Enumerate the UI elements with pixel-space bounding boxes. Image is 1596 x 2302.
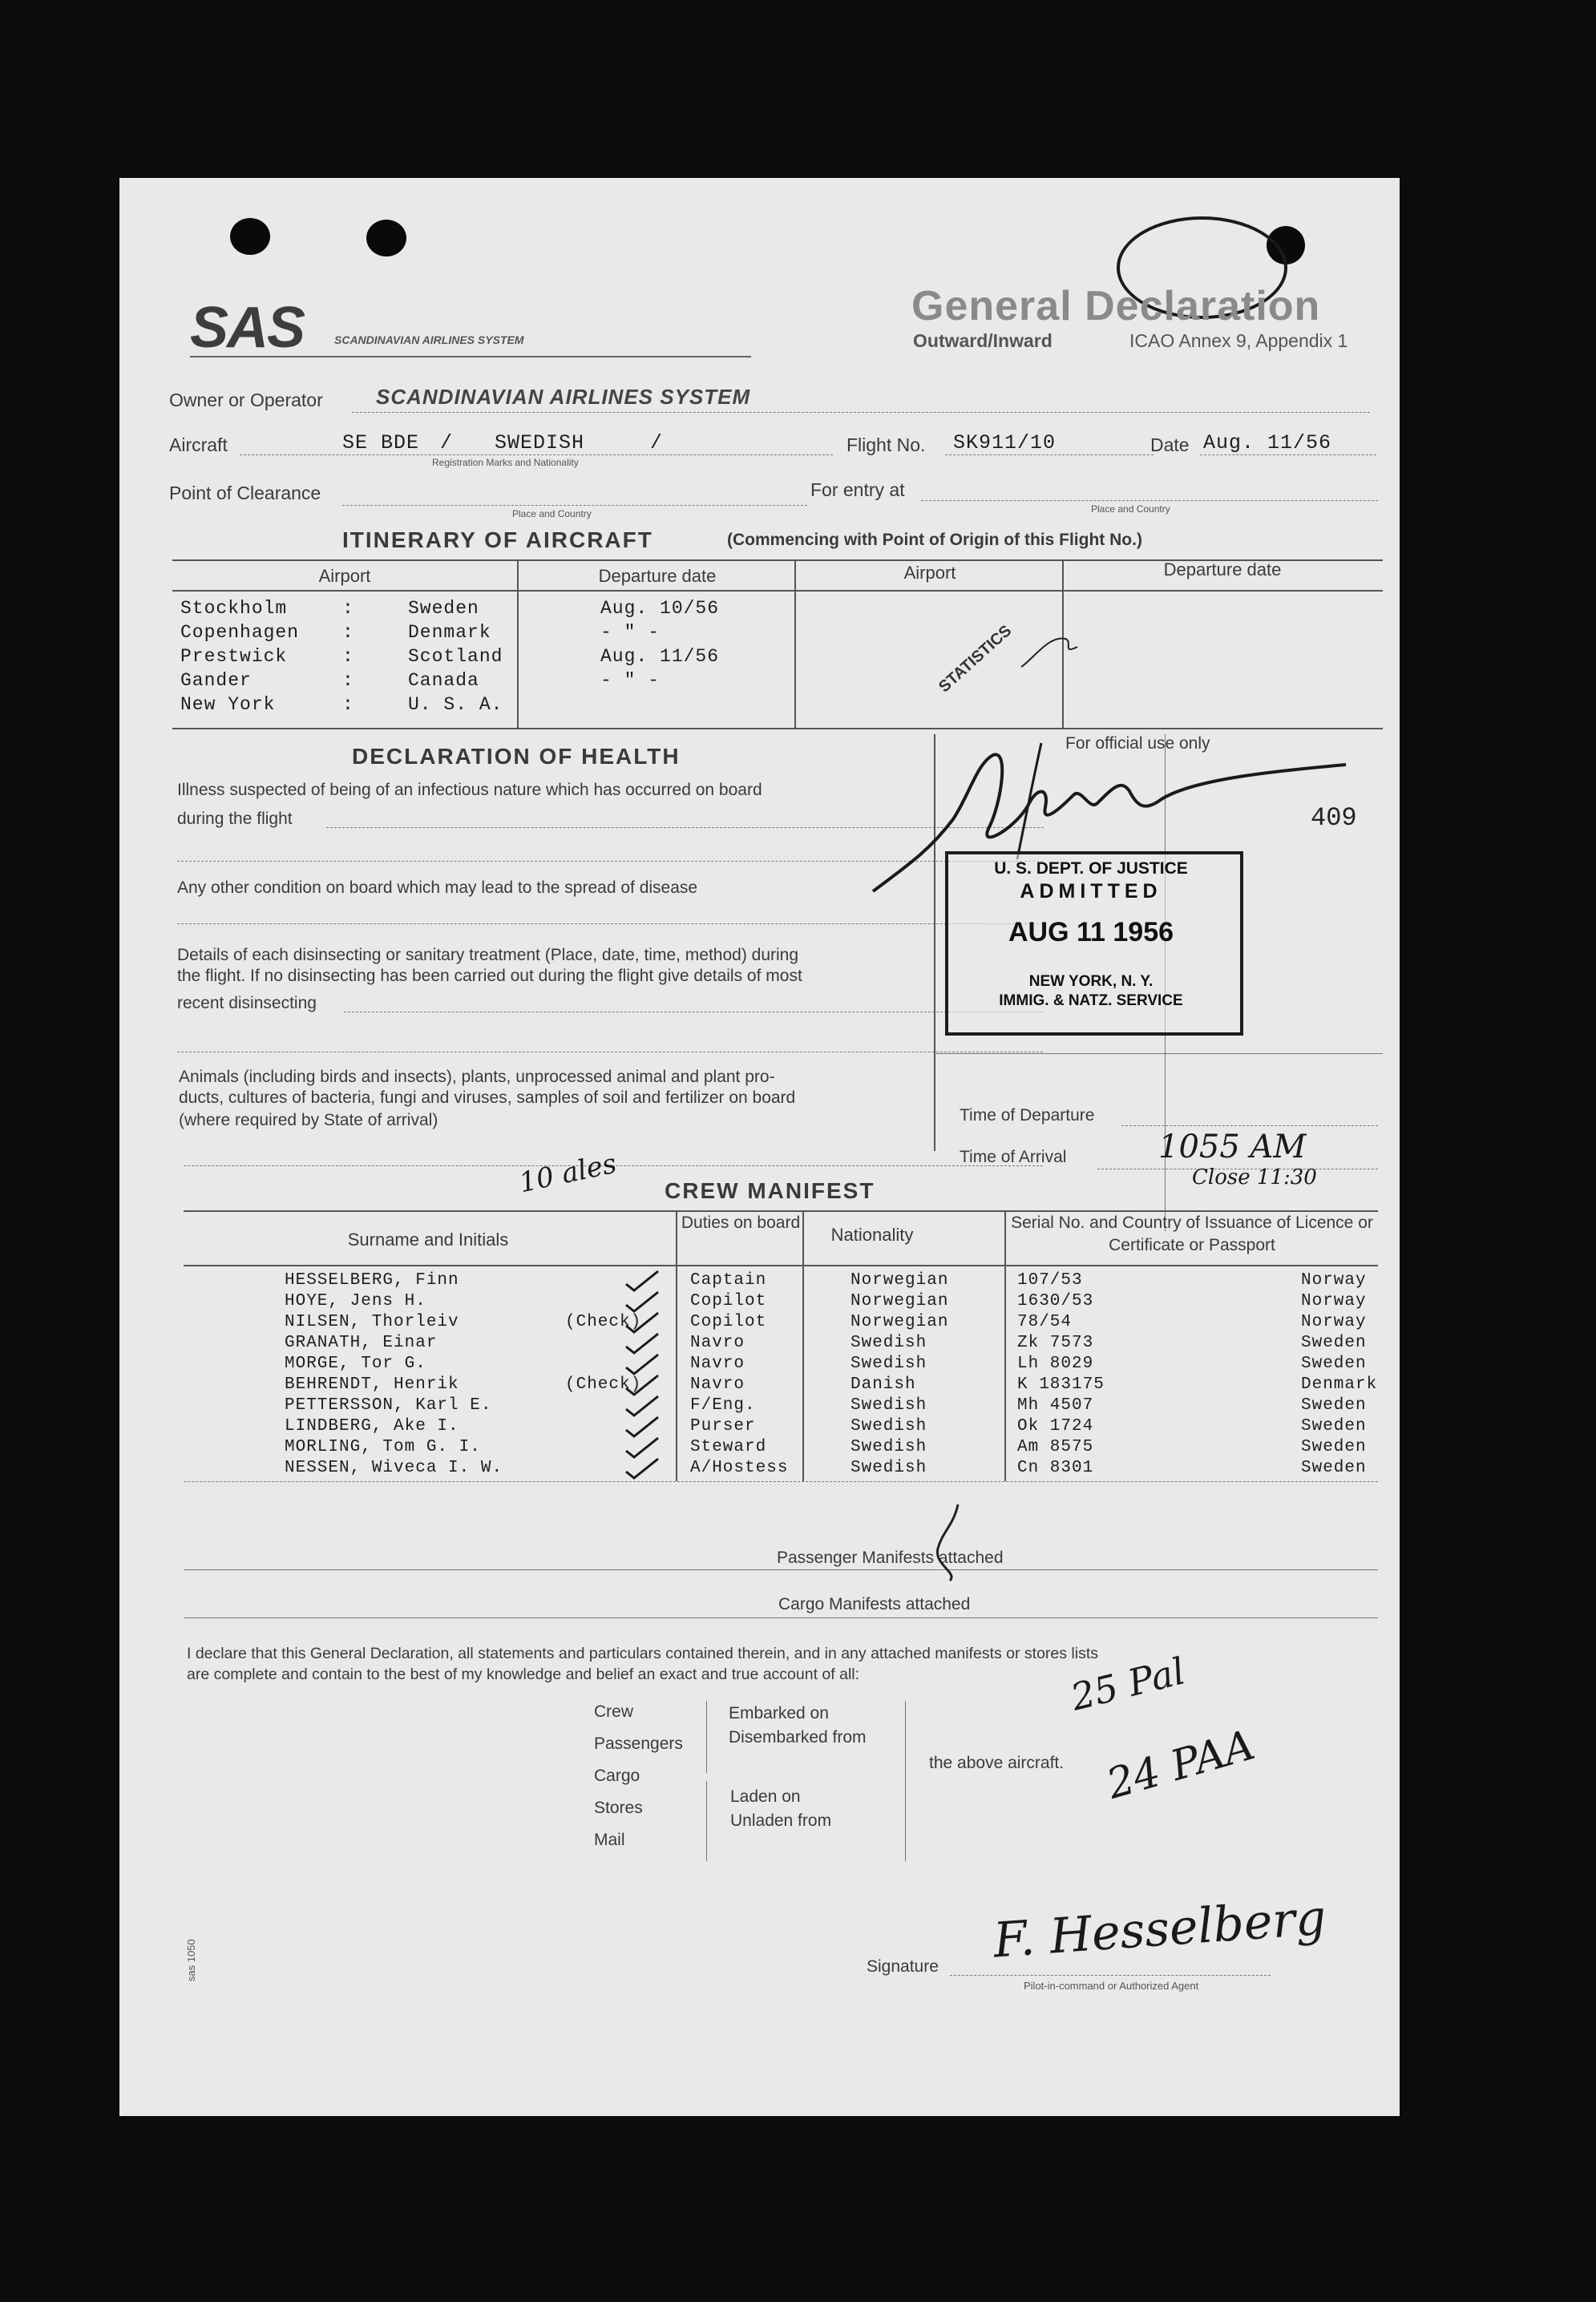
crew-serial: Lh 8029	[1017, 1355, 1094, 1373]
crew-nationality: Norwegian	[851, 1271, 949, 1290]
crew-serial: 78/54	[1017, 1313, 1073, 1331]
place-caption: Place and Country	[512, 508, 592, 519]
declaration-item: Stores	[594, 1799, 643, 1817]
clearance-label: Point of Clearance	[169, 483, 321, 503]
crew-duty: Steward	[690, 1438, 767, 1456]
flight-label: Flight No.	[846, 434, 926, 455]
crew-serial: 1630/53	[1017, 1292, 1094, 1311]
itinerary-sep: :	[342, 598, 354, 619]
crew-duty: Copilot	[690, 1292, 767, 1311]
itinerary-sep: :	[342, 670, 354, 691]
crew-nationality: Swedish	[851, 1355, 927, 1373]
crew-serial: Cn 8301	[1017, 1459, 1094, 1477]
crew-name: LINDBERG, Ake I.	[285, 1417, 459, 1436]
health-q1-line2: during the flight	[177, 810, 293, 828]
unladen-label: Unladen from	[730, 1811, 832, 1830]
itinerary-city: Stockholm	[180, 598, 288, 619]
itinerary-date: Aug. 11/56	[600, 646, 720, 667]
entry-label: For entry at	[810, 479, 905, 500]
slash1: /	[440, 431, 454, 454]
itinerary-country: Sweden	[408, 598, 479, 619]
itinerary-city: Copenhagen	[180, 622, 300, 643]
crew-name: NILSEN, Thorleiv	[285, 1313, 459, 1331]
crew-country: Sweden	[1301, 1396, 1367, 1415]
declaration-line1: I declare that this General Declaration, all statements and particulars contained therein, and in any attached manifests or stores lists	[187, 1645, 1099, 1662]
itinerary-date: - " -	[600, 622, 661, 643]
crew-country: Sweden	[1301, 1417, 1367, 1436]
crew-nationality: Danish	[851, 1375, 916, 1394]
health-q4-line2: ducts, cultures of bacteria, fungi and viruses, samples of soil and fertilizer on board	[179, 1088, 796, 1107]
crew-serial: K 183175	[1017, 1375, 1105, 1394]
itinerary-city: Prestwick	[180, 646, 288, 667]
form-subtitle: Outward/Inward	[913, 330, 1053, 351]
registration-caption: Registration Marks and Nationality	[432, 457, 579, 468]
crew-duty: Purser	[690, 1417, 756, 1436]
crew-title: CREW MANIFEST	[665, 1178, 875, 1203]
crew-serial: 107/53	[1017, 1271, 1083, 1290]
punch-hole-left	[230, 218, 270, 255]
stamp-dept: U. S. DEPT. OF JUSTICE	[994, 859, 1188, 878]
stamp-date: AUG 11 1956	[1008, 917, 1174, 947]
col-surname: Surname and Initials	[347, 1230, 509, 1250]
crew-nationality: Swedish	[851, 1396, 927, 1415]
crew-serial: Mh 4507	[1017, 1396, 1094, 1415]
col-duties: Duties on board	[681, 1214, 801, 1232]
crew-nationality: Swedish	[851, 1334, 927, 1352]
itinerary-sep: :	[342, 622, 354, 643]
crew-country: Sweden	[1301, 1355, 1367, 1373]
disembarked-label: Disembarked from	[729, 1728, 867, 1747]
itinerary-sep: :	[342, 694, 354, 715]
itinerary-country: U. S. A.	[408, 694, 503, 715]
crew-country: Norway	[1301, 1271, 1367, 1290]
cargo-manifest: Cargo Manifests attached	[778, 1595, 971, 1613]
above-aircraft: the above aircraft.	[929, 1754, 1065, 1772]
crew-duty: A/Hostess	[690, 1459, 789, 1477]
crew-duty: Navro	[690, 1375, 745, 1394]
owner-value: SCANDINAVIAN AIRLINES SYSTEM	[376, 385, 751, 409]
form-title: General Declaration	[911, 283, 1321, 329]
itinerary-city: New York	[180, 694, 276, 715]
form-number: sas 1050	[185, 1939, 197, 1981]
aircraft-registration: SE BDE	[342, 431, 420, 454]
health-q4-line3: (where required by State of arrival)	[179, 1111, 438, 1129]
crew-nationality: Swedish	[851, 1459, 927, 1477]
stamp-service: IMMIG. & NATZ. SERVICE	[999, 992, 1183, 1009]
stamp-admitted: ADMITTED	[1020, 880, 1162, 903]
signature-label: Signature	[867, 1957, 939, 1976]
sas-logo: SAS	[190, 296, 305, 360]
sas-logo-subtitle: SCANDINAVIAN AIRLINES SYSTEM	[334, 333, 524, 346]
close-note: Close 11:30	[1192, 1165, 1317, 1189]
flight-number: SK911/10	[953, 431, 1057, 454]
crew-hand-count: 10 ales	[516, 1147, 620, 1200]
health-q3-line1: Details of each disinsecting or sanitary treatment (Place, date, time, method) during	[177, 946, 799, 964]
health-q2: Any other condition on board which may lead to the spread of disease	[177, 878, 698, 897]
crew-country: Denmark	[1301, 1375, 1378, 1394]
declaration-item: Cargo	[594, 1767, 640, 1785]
crew-name: HOYE, Jens H.	[285, 1292, 426, 1311]
passenger-manifest: Passenger Manifests attached	[777, 1549, 1004, 1567]
crew-nationality: Swedish	[851, 1438, 927, 1456]
crew-name: NESSEN, Wiveca I. W.	[285, 1459, 503, 1477]
crew-nationality: Norwegian	[851, 1292, 949, 1311]
crew-country: Norway	[1301, 1292, 1367, 1311]
itinerary-note: (Commencing with Point of Origin of this Flight No.)	[727, 531, 1142, 549]
health-title: DECLARATION OF HEALTH	[352, 744, 681, 769]
crew-duty: Navro	[690, 1334, 745, 1352]
itinerary-country: Canada	[408, 670, 479, 691]
crew-duty: Captain	[690, 1271, 767, 1290]
col-airport: Airport	[318, 566, 371, 586]
place-caption-2: Place and Country	[1091, 503, 1170, 515]
crew-duty: F/Eng.	[690, 1396, 756, 1415]
date-label: Date	[1150, 434, 1190, 455]
embarked-label: Embarked on	[729, 1704, 829, 1722]
crew-duty: Copilot	[690, 1313, 767, 1331]
declaration-item: Passengers	[594, 1735, 683, 1753]
itinerary-city: Gander	[180, 670, 252, 691]
hand-note-1: 25 Pal	[1066, 1649, 1190, 1719]
col-departure: Departure date	[598, 566, 717, 586]
col-nationality: Nationality	[830, 1225, 914, 1245]
crew-check: (Check)	[565, 1375, 642, 1394]
crew-country: Norway	[1301, 1313, 1367, 1331]
crew-serial: Am 8575	[1017, 1438, 1094, 1456]
col-serial: Serial No. and Country of Issuance of Licence or Certificate or Passport	[1011, 1214, 1373, 1254]
crew-check: (Check)	[565, 1313, 642, 1331]
crew-nationality: Swedish	[851, 1417, 927, 1436]
crew-name: MORLING, Tom G. I.	[285, 1438, 481, 1456]
punch-hole-right	[366, 220, 406, 256]
icao-annex: ICAO Annex 9, Appendix 1	[1129, 330, 1348, 351]
crew-serial: Ok 1724	[1017, 1417, 1094, 1436]
crew-name: HESSELBERG, Finn	[285, 1271, 459, 1290]
manifest-scribble	[926, 1500, 974, 1589]
crew-name: BEHRENDT, Henrik	[285, 1375, 459, 1394]
time-arrival-value: 1055 AM	[1158, 1129, 1307, 1165]
declaration-item: Mail	[594, 1831, 625, 1849]
declaration-form: SAS SCANDINAVIAN AIRLINES SYSTEM General Declaration Outward/Inward ICAO Annex 9, Appendix 1 Owner or Operator SCANDINAVIAN AIRLINES SYSTEM Aircraft SE BDE / SWEDISH / Registration Marks and Nationality Flight No. SK911/10 Date Aug. 11/56 Point of Clearance Place and Country For entry at Place and Country ITINERARY OF AIRCRAFT (Commencing with Point of Origin of this Flight No.) Airport Departure date Airport Departure date Stockholm : Sweden Aug. 10/56 Copenhagen : Denmark - " - Prestwick : Scotland Aug. 11/56 Gander : Canada - " - New York : U. S. A. STATISTICS DECLARATION OF HEALTH Illness suspected of being of an infectious nature which has occurred on board during the flight Any other condition on board which may lead to the spread of disease Details of each disinsecting or sanitary treatment (Place, date, time, method) during the flight. If no disinsecting has been carried out during the flight give details of most recent disinsecting Animals (including birds and insects), plants, unprocessed animal and plant pro- ducts, cultures of bacteria, fungi and viruses, samples of soil and fertilizer on board (where required by State of arrival) For official use only 409 U. S. DEPT. OF JUSTICE ADMITTED AUG 11 1956 NEW YORK, N. Y. IMMIG. & NATZ. SERVICE Time of Departure Time of Arrival 1055 AM Close 11:30 10 ales CREW MANIFEST Surname and Initials Duties on board Nationality Serial No. and Country of Issuance of Licence or Certificate or Passport HESSELBERG, Finn Captain Norwegian 107/53 Norway HOYE, Jens H. Copilot Norwegian 1630/53 Norway NILSEN, Thorleiv (Check) Copilot Norwegian 78/54 Norway GRANATH, Einar Navro Swedish Zk 7573 Sweden MORGE, Tor G. Navro Swedish Lh 8029 Sweden BEHRENDT, Henrik (Check) Navro Danish K 183175 Denmark PETTERSSON, Karl E. F/Eng. Swedish Mh 4507 Sweden LINDBERG, Ake I. Purser Swedish Ok 1724 Sweden MORLING, Tom G. I. Steward Swedish Am 8575 Sweden NESSEN, Wiveca I. W. A/Hostess Swedish Cn 8301 Sweden Passenger Manifests attached Cargo Manifests attached I declare that this General Declaration, all statements and particulars contained therein, and in any attached manifests or stores lists are complete and contain to the best of my knowledge and belief an exact and true account of all: Crew Passengers Cargo Stores Mail Embarked on Disembarked from Laden on Unladen from the above aircraft. 25 Pal 24 PAA Signature Pilot-in-command or Authorized Agent F. Hesselberg sas 1050	[119, 178, 1400, 2116]
health-q3-line3: recent disinsecting	[177, 994, 317, 1012]
date-value: Aug. 11/56	[1203, 431, 1332, 454]
official-title: For official use only	[1065, 734, 1210, 753]
crew-country: Sweden	[1301, 1459, 1367, 1477]
stamp-city: NEW YORK, N. Y.	[1028, 973, 1154, 990]
crew-country: Sweden	[1301, 1438, 1367, 1456]
itinerary-date: - " -	[600, 670, 661, 691]
aircraft-nationality: SWEDISH	[495, 431, 585, 454]
crew-name: MORGE, Tor G.	[285, 1355, 426, 1373]
signature: F. Hesselberg	[992, 1889, 1328, 1969]
crew-country: Sweden	[1301, 1334, 1367, 1352]
col-departure-2: Departure date	[1163, 559, 1282, 580]
aircraft-label: Aircraft	[169, 434, 228, 455]
itinerary-title: ITINERARY OF AIRCRAFT	[342, 527, 653, 552]
statistics-scribble	[1017, 627, 1081, 675]
health-q1-line1: Illness suspected of being of an infectious nature which has occurred on board	[177, 781, 762, 799]
itinerary-country: Denmark	[408, 622, 491, 643]
crew-name: PETTERSSON, Karl E.	[285, 1396, 492, 1415]
declaration-item: Crew	[594, 1702, 634, 1721]
crew-serial: Zk 7573	[1017, 1334, 1094, 1352]
itinerary-date: Aug. 10/56	[600, 598, 720, 619]
crew-name: GRANATH, Einar	[285, 1334, 438, 1352]
official-number: 409	[1311, 803, 1357, 833]
time-arrival-label: Time of Arrival	[960, 1148, 1067, 1166]
laden-label: Laden on	[730, 1787, 801, 1806]
declaration-line2: are complete and contain to the best of my knowledge and belief an exact and true account of all:	[187, 1666, 860, 1683]
owner-label: Owner or Operator	[169, 390, 323, 410]
col-airport-2: Airport	[903, 563, 956, 583]
health-q3-line2: the flight. If no disinsecting has been carried out during the flight give details of most	[177, 967, 802, 985]
itinerary-country: Scotland	[408, 646, 503, 667]
hand-note-2: 24 PAA	[1101, 1721, 1260, 1809]
time-departure-label: Time of Departure	[960, 1106, 1095, 1125]
crew-nationality: Norwegian	[851, 1313, 949, 1331]
crew-tick-mark	[623, 1456, 661, 1481]
itinerary-sep: :	[342, 646, 354, 667]
crew-duty: Navro	[690, 1355, 745, 1373]
health-q4-line1: Animals (including birds and insects), plants, unprocessed animal and plant pro-	[179, 1068, 775, 1086]
statistics-stamp: STATISTICS	[935, 621, 1016, 697]
signature-caption: Pilot-in-command or Authorized Agent	[1024, 1980, 1199, 1992]
